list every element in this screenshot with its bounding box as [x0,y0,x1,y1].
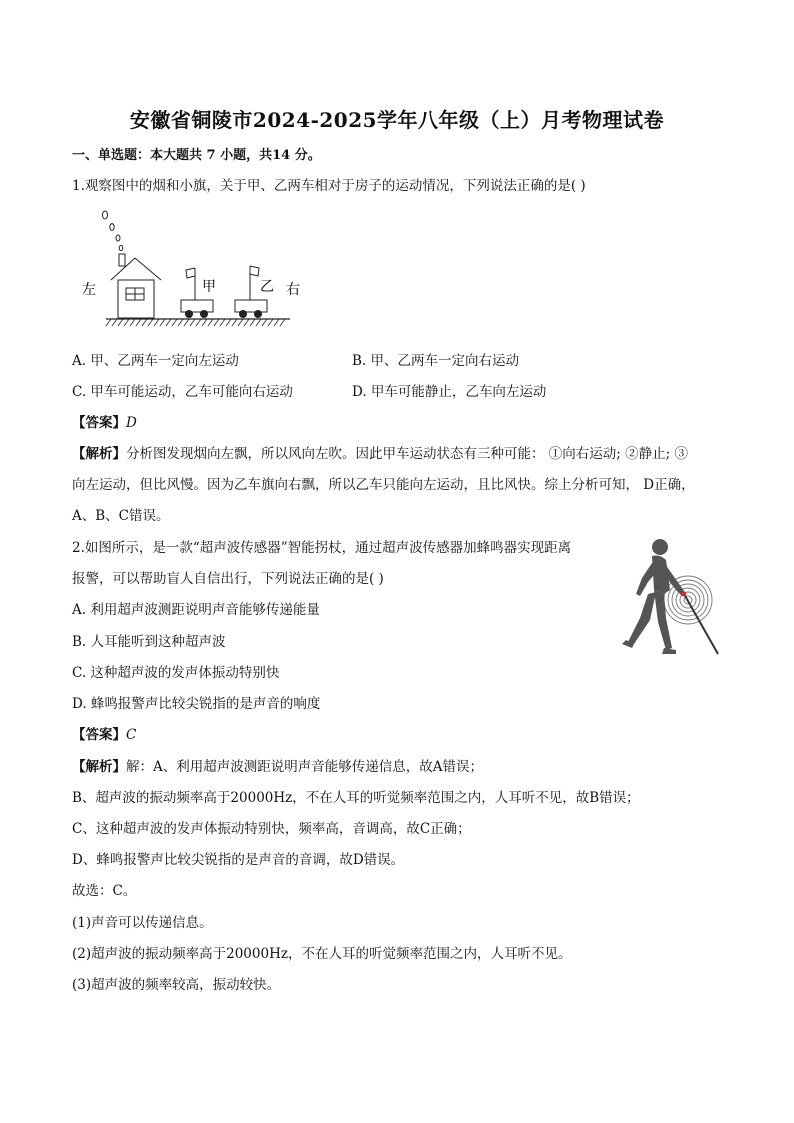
label-car-a: 甲 [202,279,216,295]
answer-value: C [126,727,137,743]
q1-option-b: B. 甲、乙两车一定向右运动 [352,353,520,369]
q2-note-1: (1)声音可以传递信息。 [72,915,213,931]
blind-walker-figure [620,538,730,660]
answer-tag: 【答案】 [72,415,126,431]
q1-analysis-line-3: A、B、C错误。 [72,508,170,524]
q1-option-d: D. 甲车可能静止，乙车向左运动 [352,384,547,400]
q1-analysis-line-1 [72,444,688,464]
answer-value: D [126,415,137,431]
q2-analysis-line-4: D、蜂鸣报警声比较尖锐指的是声音的音调，故D错误。 [72,852,405,868]
analysis-tag: 【解析】 [72,446,126,462]
q2-analysis-line-1 [72,757,483,777]
q1-analysis-line-2: 向左运动，但比风慢。因为乙车旗向右飘，所以乙车只能向左运动，且比风快。综上分析可知， D正确， [72,477,695,493]
label-right: 右 [286,282,300,298]
q2-option-b: B. 人耳能听到这种超声波 [72,634,226,650]
q2-choice: 故选：C。 [72,883,137,899]
label-left: 左 [82,282,96,298]
question-2-stem-1: 2.如图所示，是一款“超声波传感器”智能拐杖，通过超声波传感器加蜂鸣器实现距离 [72,540,572,556]
question-1-stem: 1.观察图中的烟和小旗，关于甲、乙两车相对于房子的运动情况，下列说法正确的是( ) [72,178,586,194]
q2-option-a: A. 利用超声波测距说明声音能够传递能量 [72,602,320,618]
q1-option-a: A. 甲、乙两车一定向左运动 [72,353,239,369]
house-cars-diagram [78,208,298,333]
q2-answer [72,725,136,745]
q2-analysis-line-3: C、这种超声波的发声体振动特别快，频率高，音调高，故C正确； [72,821,471,837]
page-title: 安徽省铜陵市2024-2025学年八年级（上）月考物理试卷 [129,108,665,132]
q2-option-c: C. 这种超声波的发声体振动特别快 [72,665,280,681]
analysis-tag: 【解析】 [72,759,126,775]
q1-option-c: C. 甲车可能运动，乙车可能向右运动 [72,384,293,400]
q2-note-2: (2)超声波的振动频率高于20000Hz，不在人耳的听觉频率范围之内，人耳听不见。 [72,946,572,962]
label-car-b: 乙 [260,279,274,295]
q2-option-d: D. 蜂鸣报警声比较尖锐指的是声音的响度 [72,696,321,712]
q2-note-3: (3)超声波的频率较高，振动较快。 [72,977,281,993]
section-heading: 一、单选题：本大题共 7 小题，共14 分。 [72,148,321,163]
answer-tag: 【答案】 [72,727,126,743]
question-2-stem-2: 报警，可以帮助盲人自信出行，下列说法正确的是( ) [72,571,384,587]
q2-analysis-line-2: B、超声波的振动频率高于20000Hz，不在人耳的听觉频率范围之内，人耳听不见，故B错误； [72,790,640,806]
analysis-text: 解：A、利用超声波测距说明声音能够传递信息，故A错误； [126,759,483,775]
q1-answer [72,413,137,433]
analysis-text: 分析图发现烟向左飘，所以风向左吹。因此甲车运动状态有三种可能： ①向右运动; ②静止; ③ [126,446,688,462]
